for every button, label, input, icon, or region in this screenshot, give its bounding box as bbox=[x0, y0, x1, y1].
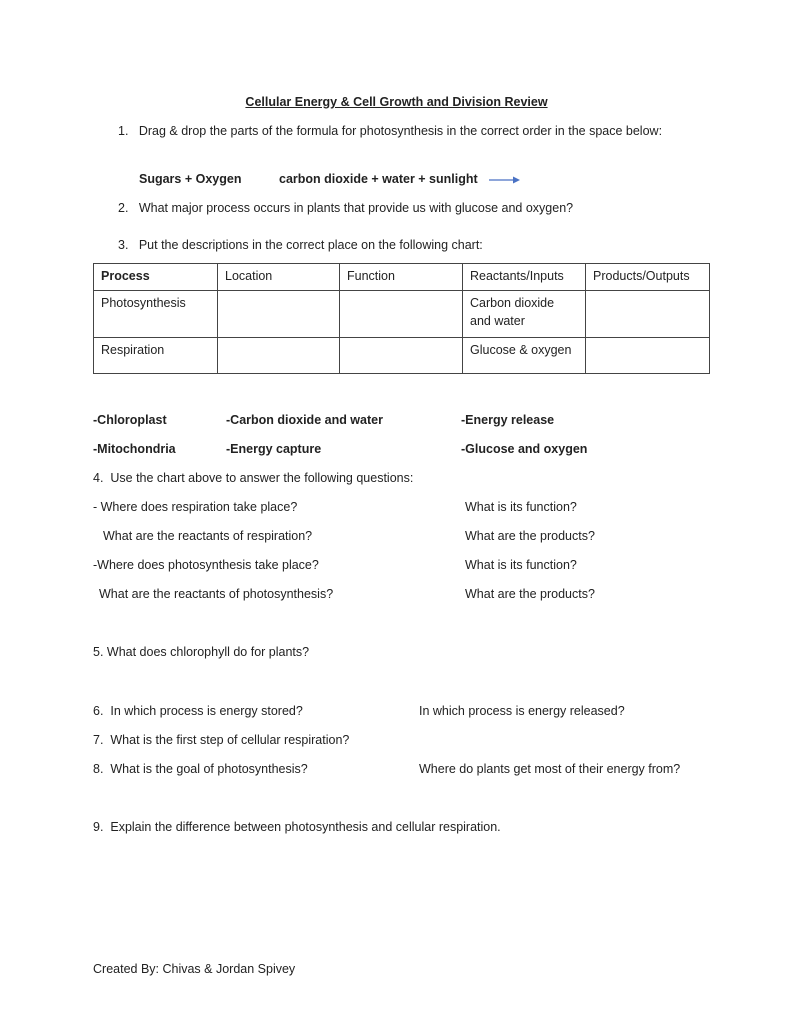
chart-cell-process: Photosynthesis bbox=[94, 291, 218, 338]
chart-header-process: Process bbox=[94, 264, 218, 291]
chart-header-function: Function bbox=[340, 264, 463, 291]
question-5: 5. What does chlorophyll do for plants? bbox=[93, 645, 310, 659]
chart-drop-cell-function[interactable] bbox=[340, 338, 463, 374]
arrow-right-icon[interactable] bbox=[489, 175, 521, 185]
question-9: 9. Explain the difference between photosynthesis and cellular respiration. bbox=[93, 820, 501, 834]
question-4b: What are the reactants of respiration? bbox=[103, 529, 313, 543]
term-energy-release-draggable[interactable]: -Energy release bbox=[461, 413, 555, 427]
page-title: Cellular Energy & Cell Growth and Division Review bbox=[245, 95, 548, 109]
footer-credit: Created By: Chivas & Jordan Spivey bbox=[93, 962, 296, 976]
formula-reactants-row bbox=[279, 172, 521, 186]
chart-drop-cell-products[interactable] bbox=[586, 338, 710, 374]
chart-drop-cell-products[interactable] bbox=[586, 291, 710, 338]
formula-reactants-draggable[interactable]: carbon dioxide + water + sunlight bbox=[279, 172, 478, 186]
process-chart bbox=[93, 263, 710, 374]
term-energy-capture-draggable[interactable]: -Energy capture bbox=[226, 442, 322, 456]
chart-cell-process: Respiration bbox=[94, 338, 218, 374]
question-2: 2. What major process occurs in plants that provide us with glucose and oxygen? bbox=[118, 201, 574, 215]
question-4d-products: What are the products? bbox=[465, 587, 595, 601]
formula-product-draggable[interactable]: Sugars + Oxygen bbox=[139, 172, 242, 186]
chart-drop-cell-function[interactable] bbox=[340, 291, 463, 338]
term-glucose-oxygen-draggable[interactable]: -Glucose and oxygen bbox=[461, 442, 588, 456]
table-row bbox=[94, 291, 710, 338]
question-4a-function: What is its function? bbox=[465, 500, 577, 514]
question-8a: 8. What is the goal of photosynthesis? bbox=[93, 762, 308, 776]
chart-header-products: Products/Outputs bbox=[586, 264, 710, 291]
chart-cell-reactants: Glucose & oxygen bbox=[463, 338, 586, 374]
question-4b-products: What are the products? bbox=[465, 529, 595, 543]
chart-header-location: Location bbox=[218, 264, 340, 291]
question-4a: - Where does respiration take place? bbox=[93, 500, 298, 514]
question-3: 3. Put the descriptions in the correct place on the following chart: bbox=[118, 238, 483, 252]
chart-drop-cell-location[interactable] bbox=[218, 291, 340, 338]
chart-drop-cell-location[interactable] bbox=[218, 338, 340, 374]
question-4c: -Where does photosynthesis take place? bbox=[93, 558, 319, 572]
question-4-intro: 4. Use the chart above to answer the following questions: bbox=[93, 471, 414, 485]
question-4d: What are the reactants of photosynthesis? bbox=[99, 587, 334, 601]
term-chloroplast-draggable[interactable]: -Chloroplast bbox=[93, 413, 167, 427]
term-co2-water-draggable[interactable]: -Carbon dioxide and water bbox=[226, 413, 383, 427]
question-4c-function: What is its function? bbox=[465, 558, 577, 572]
term-mitochondria-draggable[interactable]: -Mitochondria bbox=[93, 442, 176, 456]
question-6b: In which process is energy released? bbox=[419, 704, 625, 718]
chart-header-reactants: Reactants/Inputs bbox=[463, 264, 586, 291]
table-row bbox=[94, 338, 710, 374]
question-7: 7. What is the first step of cellular respiration? bbox=[93, 733, 350, 747]
question-1: 1. Drag & drop the parts of the formula for photosynthesis in the correct order in the space below: bbox=[118, 124, 663, 138]
question-8b: Where do plants get most of their energy from? bbox=[419, 762, 681, 776]
chart-cell-reactants: Carbon dioxide and water bbox=[463, 291, 586, 338]
question-6a: 6. In which process is energy stored? bbox=[93, 704, 303, 718]
